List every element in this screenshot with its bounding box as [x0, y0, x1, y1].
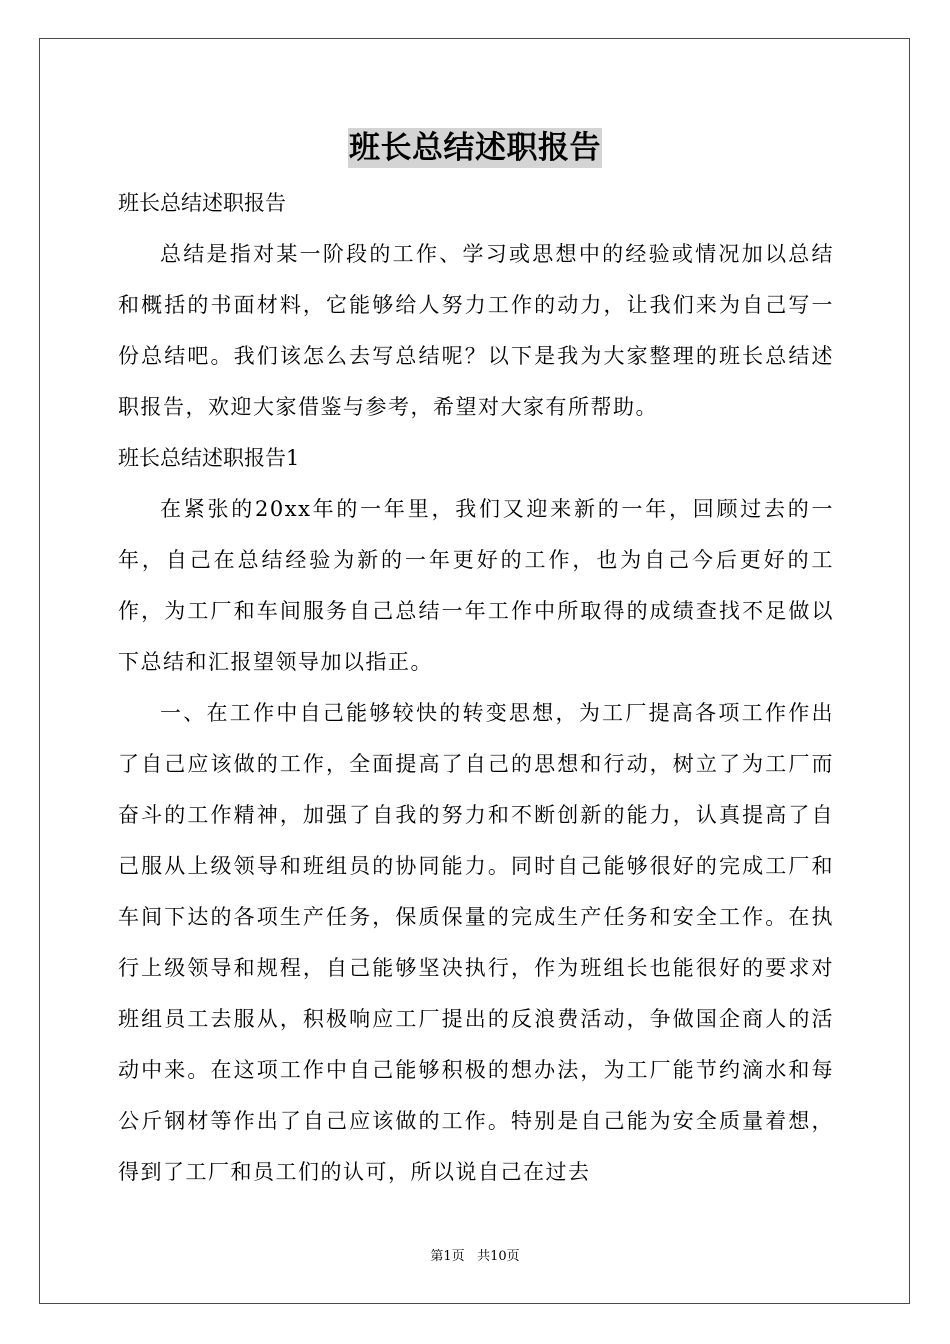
- body-paragraph-2: 一、在工作中自己能够较快的转变思想，为工厂提高各项工作作出了自己应该做的工作，全面提高了自己的思想和行动，树立了为工厂而奋斗的工作精神，加强了自我的努力和不断创新的能力，认真提高了自己服从上级领导和班组员的协同能力。同时自己能够很好的完成工厂和车间下达的各项生产任务，保质保量的完成生产任务和安全工作。在执行上级领导和规程，自己能够坚决执行，作为班组长也能很好的要求对班组员工去服从，积极响应工厂提出的反浪费活动，争做国企商人的活动中来。在这项工作中自己能够积极的想办法，为工厂能节约滴水和每公斤钢材等作出了自己应该做的工作。特别是自己能为安全质量着想，得到了工厂和员工们的认可，所以说自己在过去: [118, 701, 834, 1184]
- document-title: 班长总结述职报告: [349, 130, 601, 166]
- title-area: [0, 128, 950, 168]
- document-body: [118, 178, 834, 1198]
- page-total: 共10页: [477, 1249, 520, 1264]
- document-subtitle: 班长总结述职报告: [118, 191, 286, 215]
- page-footer: [0, 1248, 950, 1266]
- body-paragraph-1: 在紧张的20xx年的一年里，我们又迎来新的一年，回顾过去的一年，自己在总结经验为新的一年更好的工作，也为自己今后更好的工作，为工厂和车间服务自己总结一年工作中所取得的成绩查找不足做以下总结和汇报望领导加以指正。: [118, 497, 834, 674]
- page-number: 第1页: [430, 1249, 465, 1264]
- section-heading: 班长总结述职报告1: [118, 446, 300, 470]
- intro-paragraph: 总结是指对某一阶段的工作、学习或思想中的经验或情况加以总结和概括的书面材料，它能够给人努力工作的动力，让我们来为自己写一份总结吧。我们该怎么去写总结呢？以下是我为大家整理的班长总结述职报告，欢迎大家借鉴与参考，希望对大家有所帮助。: [118, 242, 834, 419]
